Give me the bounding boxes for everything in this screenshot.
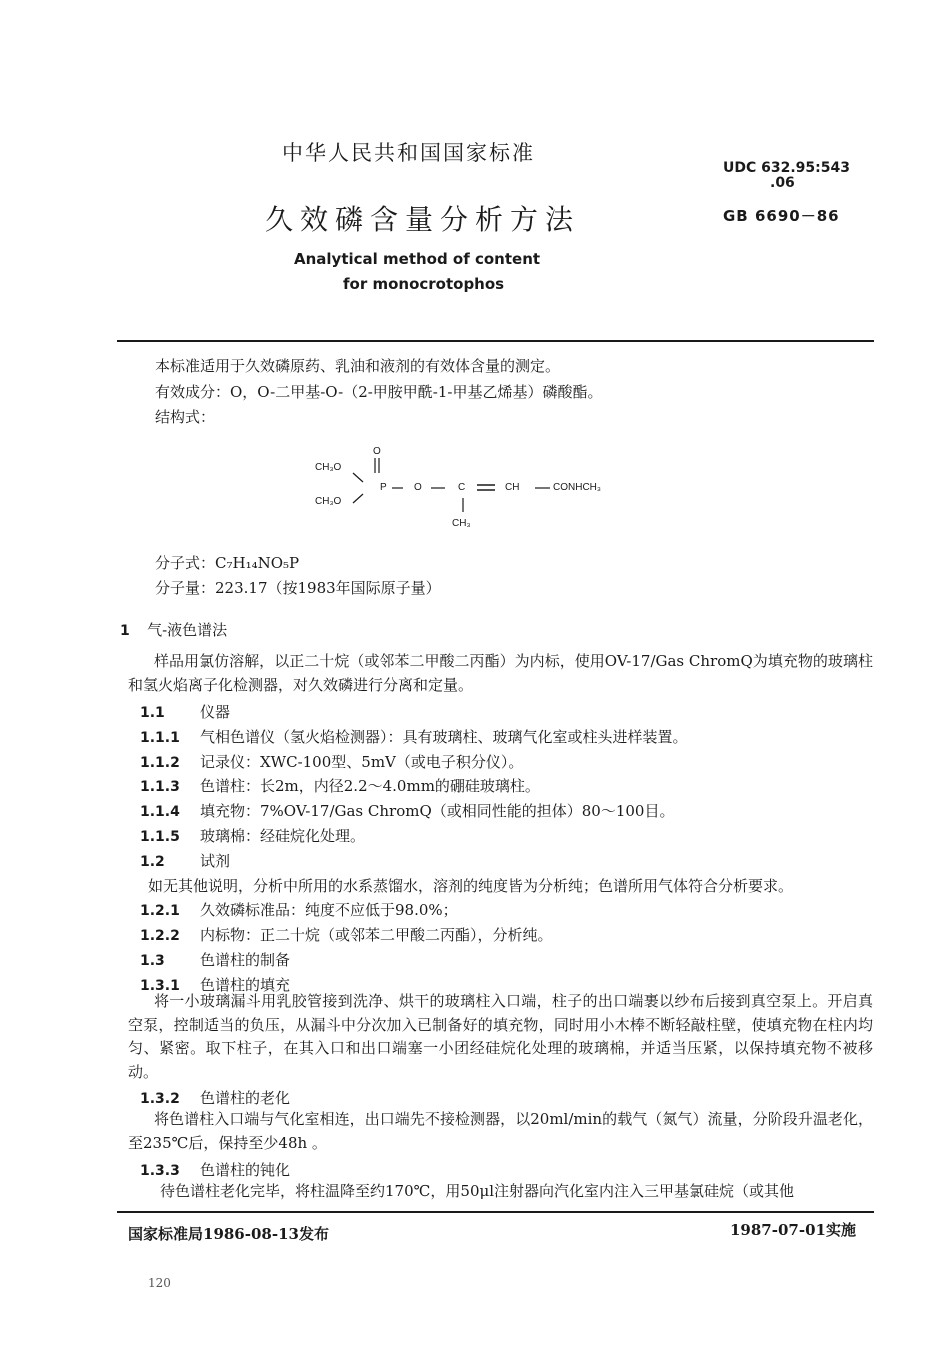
item-text: 填充物：7%OV-17/Gas ChromQ（或相同性能的担体）80～100目。 — [200, 802, 675, 821]
list-item — [140, 702, 230, 721]
paragraph-1-3-1: 将一小玻璃漏斗用乳胶管接到洗净、烘干的玻璃柱入口端，柱子的出口端裹以纱布后接到真空泵上。开启真空泵，控制适当的负压，从漏斗中分次加入已制备好的填充物，同时用小木棒不断轻敲柱壁，使填充物在柱内均匀、紧密。取下柱子，在其入口和出口端塞一小团经硅烷化处理的玻璃棉，并适当压紧，以保持填充物不被移动。 — [128, 992, 873, 1081]
item-number: 1.3.2 — [140, 1091, 180, 1107]
list-item — [140, 801, 674, 820]
item-text: 内标物：正二十烷（或邻苯二甲酸二丙酯），分析纯。 — [200, 926, 553, 945]
item-1-3-2 — [140, 1088, 290, 1107]
page-title: 久效磷含量分析方法 — [265, 203, 581, 236]
list-item — [140, 727, 688, 746]
item-text: 色谱柱的老化 — [200, 1089, 291, 1107]
group-ch3-bottom: CH₃ — [452, 518, 471, 529]
item-number: 1.1.4 — [140, 804, 180, 821]
item-text: 如无其他说明，分析中所用的水系蒸馏水，溶剂的纯度皆为分析纯；色谱所用气体符合分析要求。 — [148, 876, 794, 895]
structural-formula — [300, 440, 640, 540]
english-title-line1: Analytical method of content — [294, 250, 541, 268]
item-text: 仪器 — [200, 703, 231, 721]
list-item — [148, 876, 793, 895]
active-ingredient-text: 有效成分：O，O-二甲基-O-（2-甲胺甲酰-1-甲基乙烯基）磷酸酯。 — [155, 383, 603, 401]
section-1-heading — [120, 620, 227, 639]
footer-divider — [117, 1211, 874, 1213]
item-text: 色谱柱：长2m，内径2.2～4.0mm的硼硅玻璃柱。 — [200, 777, 540, 796]
item-number: 1.1.2 — [140, 754, 180, 771]
header-divider — [117, 340, 874, 342]
scope-text: 本标准适用于久效磷原药、乳油和液剂的有效体含量的测定。 — [155, 357, 561, 375]
item-text: 试剂 — [200, 851, 231, 870]
item-number: 1.2.2 — [140, 928, 180, 945]
item-number: 1.1.3 — [140, 779, 180, 796]
list-item — [140, 776, 540, 795]
item-text: 气相色谱仪（氢火焰检测器）：具有玻璃柱、玻璃气化室或柱头进样装置。 — [200, 727, 688, 746]
item-number: 1.1.5 — [140, 829, 180, 845]
section-title: 气-液色谱法 — [147, 621, 228, 639]
list-item — [140, 851, 230, 870]
item-number: 1.3.3 — [140, 1163, 180, 1179]
item-number: 1.1.1 — [140, 729, 180, 746]
item-1-3-3 — [140, 1160, 290, 1179]
group-ch3o-upper: CH₃O — [315, 462, 342, 473]
item-text: 玻璃棉：经硅烷化处理。 — [200, 827, 366, 845]
issued-date: 国家标准局1986-08-13发布 — [128, 1225, 329, 1243]
group-ch3o-lower: CH₃O — [315, 496, 342, 507]
list-item — [140, 752, 523, 771]
group-conhch3: CONHCH₃ — [553, 482, 601, 493]
paragraph-1-3-2: 将色谱柱入口端与气化室相连，出口端先不接检测器，以20ml/min的载气（氮气）流量，分阶段升温老化，至235℃后，保持至少48h 。 — [128, 1110, 873, 1152]
molecular-formula: 分子式：C₇H₁₄NO₅P — [155, 554, 300, 572]
item-text: 色谱柱的钝化 — [200, 1161, 291, 1179]
bond-ch3o-p-lower — [353, 494, 363, 503]
item-text: 久效磷标准品：纯度不应低于98.0%； — [200, 901, 458, 920]
item-text: 记录仪：XWC-100型、5mV（或电子积分仪）。 — [200, 752, 524, 771]
national-standard-heading: 中华人民共和国国家标准 — [282, 141, 535, 165]
udc-code-cont: .06 — [770, 175, 795, 191]
english-title-line2: for monocrotophos — [343, 275, 505, 293]
item-number: 1.2.1 — [140, 903, 180, 920]
atom-c: C — [458, 482, 466, 493]
bond-ch3o-p-upper — [353, 473, 363, 482]
molecular-weight: 分子量：223.17（按1983年国际原子量） — [155, 579, 441, 597]
section-1-paragraph: 样品用氯仿溶解，以正二十烷（或邻苯二甲酸二丙酯）为内标，使用OV-17/Gas ChromQ为填充物的玻璃柱和氢火焰离子化检测器，对久效磷进行分离和定量。 — [128, 652, 873, 694]
list-item — [140, 900, 458, 919]
udc-code: UDC 632.95:543 — [723, 160, 850, 176]
effective-date: 1987-07-01实施 — [730, 1221, 856, 1239]
atom-o: O — [414, 482, 422, 493]
list-item — [140, 925, 553, 944]
atom-p: P — [380, 482, 387, 493]
item-number: 1.2 — [140, 853, 165, 870]
paragraph-1-3-3: 待色谱柱老化完毕，将柱温降至约170℃，用50μl注射器向汽化室内注入三甲基氯硅烷（或其他 — [160, 1182, 795, 1200]
item-number: 1.1 — [140, 705, 165, 721]
item-text: 色谱柱的制备 — [200, 951, 291, 969]
page-number: 120 — [148, 1276, 171, 1290]
item-text: 色谱柱的填充 — [200, 975, 291, 994]
item-number: 1.3.1 — [140, 977, 180, 994]
gb-code: GB 6690－86 — [723, 207, 840, 225]
structure-label: 结构式： — [155, 408, 216, 426]
item-number: 1.3 — [140, 953, 165, 969]
atom-o-top: O — [373, 446, 381, 457]
section-number: 1 — [120, 623, 130, 639]
list-item — [140, 950, 290, 969]
list-item — [140, 826, 365, 845]
group-ch: CH — [505, 482, 520, 493]
